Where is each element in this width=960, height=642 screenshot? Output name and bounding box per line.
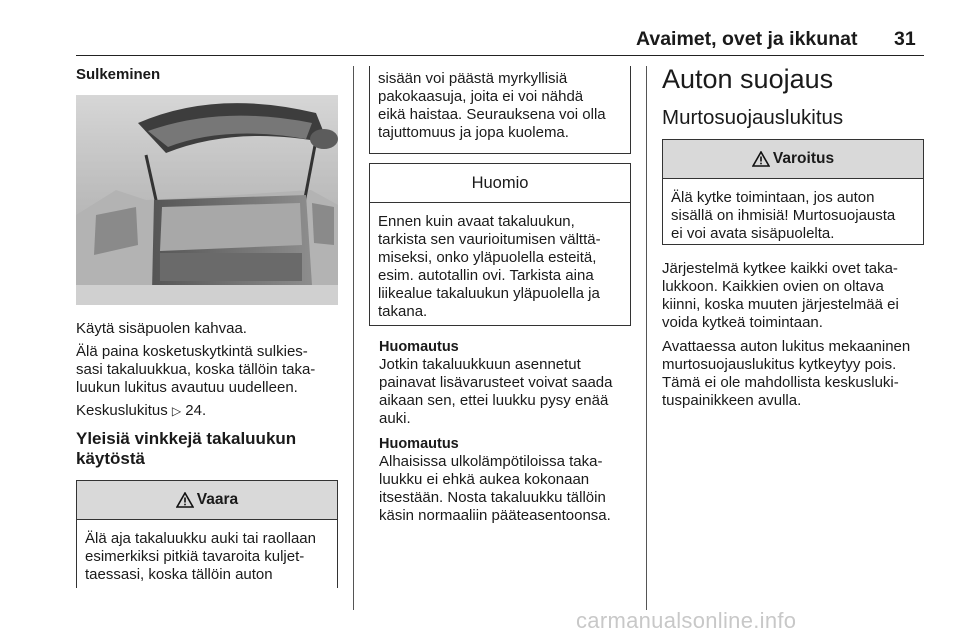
danger-box	[76, 480, 338, 588]
text-line: eikä haistaa. Seurauksena voi olla	[378, 106, 606, 123]
text-line: taessasi, koska tällöin auton	[85, 566, 273, 583]
text-line: Avattaessa auton lukitus mekaaninen	[662, 338, 911, 355]
paragraph-central-locking-ref	[76, 402, 346, 420]
text-line: käsin normaaliin pääteasentoonsa.	[379, 507, 611, 524]
warning-triangle-icon	[752, 151, 770, 167]
text-line: lukkoon. Kaikkien ovien on oltava	[662, 278, 884, 295]
text-line: Älä paina kosketuskytkintä sulkies-	[76, 343, 308, 360]
text-line: Jotkin takaluukkuun asennetut	[379, 356, 581, 373]
text-line: sisään voi päästä myrkyllisiä	[378, 70, 568, 87]
warning-box-body	[663, 179, 923, 243]
text-line: esim. autotallin ovi. Tarkista aina	[378, 267, 594, 284]
column-divider-1	[353, 66, 354, 610]
caution-title: Huomio	[471, 174, 529, 192]
text-line: esimerkiksi pitkiä tavaroita kuljet-	[85, 548, 305, 565]
column-divider-2	[646, 66, 647, 610]
text-line: kiinni, koska muuten järjestelmää ei	[662, 296, 899, 313]
heading-line: Yleisiä vinkkejä takaluukun	[76, 429, 297, 448]
caution-box-body	[370, 203, 630, 321]
text-line: auki.	[379, 410, 411, 427]
text-line: murtosuojauslukitus kytkeytyy pois.	[662, 356, 897, 373]
danger-continued-body	[370, 66, 630, 142]
text-line: Tämä ei ole mahdollista keskusluki-	[662, 374, 899, 391]
caution-box-header	[370, 164, 630, 203]
heading-line: käytöstä	[76, 449, 145, 468]
text-line: aikaan sen, ettei luukku pysy enää	[379, 392, 609, 409]
text-line: Järjestelmä kytkee kaikki ovet taka-	[662, 260, 898, 277]
page-number: 31	[894, 28, 916, 50]
text-line: tuspainikkeen avulla.	[662, 392, 802, 409]
text-line: voida kytkeä toimintaan.	[662, 314, 823, 331]
warning-box-header	[663, 140, 923, 179]
caution-box	[369, 163, 631, 326]
text-line: takana.	[378, 303, 428, 320]
header-rule	[76, 55, 924, 56]
page-ref-link[interactable]: 24.	[185, 402, 207, 419]
subsection-title-deadlocking: Murtosuojauslukitus	[662, 106, 844, 129]
text-line: Alhaisissa ulkolämpötiloissa taka-	[379, 453, 603, 470]
text-line: Älä kytke toimintaan, jos auton	[671, 189, 875, 206]
ref-text: Keskuslukitus	[76, 402, 168, 419]
text-line: liikealue takaluukun yläpuolella ja	[378, 285, 600, 302]
text-line: luukku ei ehkä aukea kokonaan	[379, 471, 590, 488]
note-label: Huomautus	[379, 436, 459, 452]
page-ref-arrow-icon: ▷	[171, 404, 182, 418]
text-line: ei voi avata sisäpuolelta.	[671, 225, 835, 242]
watermark: carmanualsonline.info	[576, 608, 797, 633]
text-line: luukun lukitus avautuu uudelleen.	[76, 379, 298, 396]
paragraph-unlocking-disables	[662, 338, 932, 410]
section-heading-closing: Sulkeminen	[76, 66, 161, 83]
text-line: Älä aja takaluukku auki tai raollaan	[85, 530, 316, 547]
text-line: painavat lisävarusteet voivat saada	[379, 374, 613, 391]
subheading-general-tips	[76, 429, 346, 469]
text-line: pakokaasuja, joita ei voi nähdä	[378, 88, 584, 105]
warning-triangle-icon	[176, 492, 194, 508]
note-label: Huomautus	[379, 339, 459, 355]
note-text-accessories	[379, 356, 639, 428]
danger-box-body	[77, 520, 337, 584]
danger-box-header	[77, 481, 337, 520]
text-line: tajuttomuus ja jopa kuolema.	[378, 124, 569, 141]
danger-title: Vaara	[196, 491, 239, 508]
paragraph-touch-switch	[76, 343, 346, 397]
paragraph-use-handle: Käytä sisäpuolen kahvaa.	[76, 320, 247, 337]
text-line: sasi takaluukkua, koska tällöin taka-	[76, 361, 316, 378]
text-line: miseksi, onko yläpuolella esteitä,	[378, 249, 597, 266]
paragraph-system-locks-doors	[662, 260, 932, 332]
danger-box-continued	[369, 66, 631, 154]
note-text-low-temperature	[379, 453, 639, 525]
text-line: itsestään. Nosta takaluukku tällöin	[379, 489, 606, 506]
warning-title: Varoitus	[772, 150, 835, 167]
header-title: Avaimet, ovet ja ikkunat	[636, 28, 858, 50]
section-title-vehicle-security: Auton suojaus	[662, 64, 834, 94]
warning-box	[662, 139, 924, 245]
tailgate-photo	[76, 95, 338, 305]
text-line: sisällä on ihmisiä! Murtosuojausta	[671, 207, 896, 224]
text-line: Ennen kuin avaat takaluukun,	[378, 213, 575, 230]
text-line: tarkista sen vaurioitumisen välttä-	[378, 231, 601, 248]
